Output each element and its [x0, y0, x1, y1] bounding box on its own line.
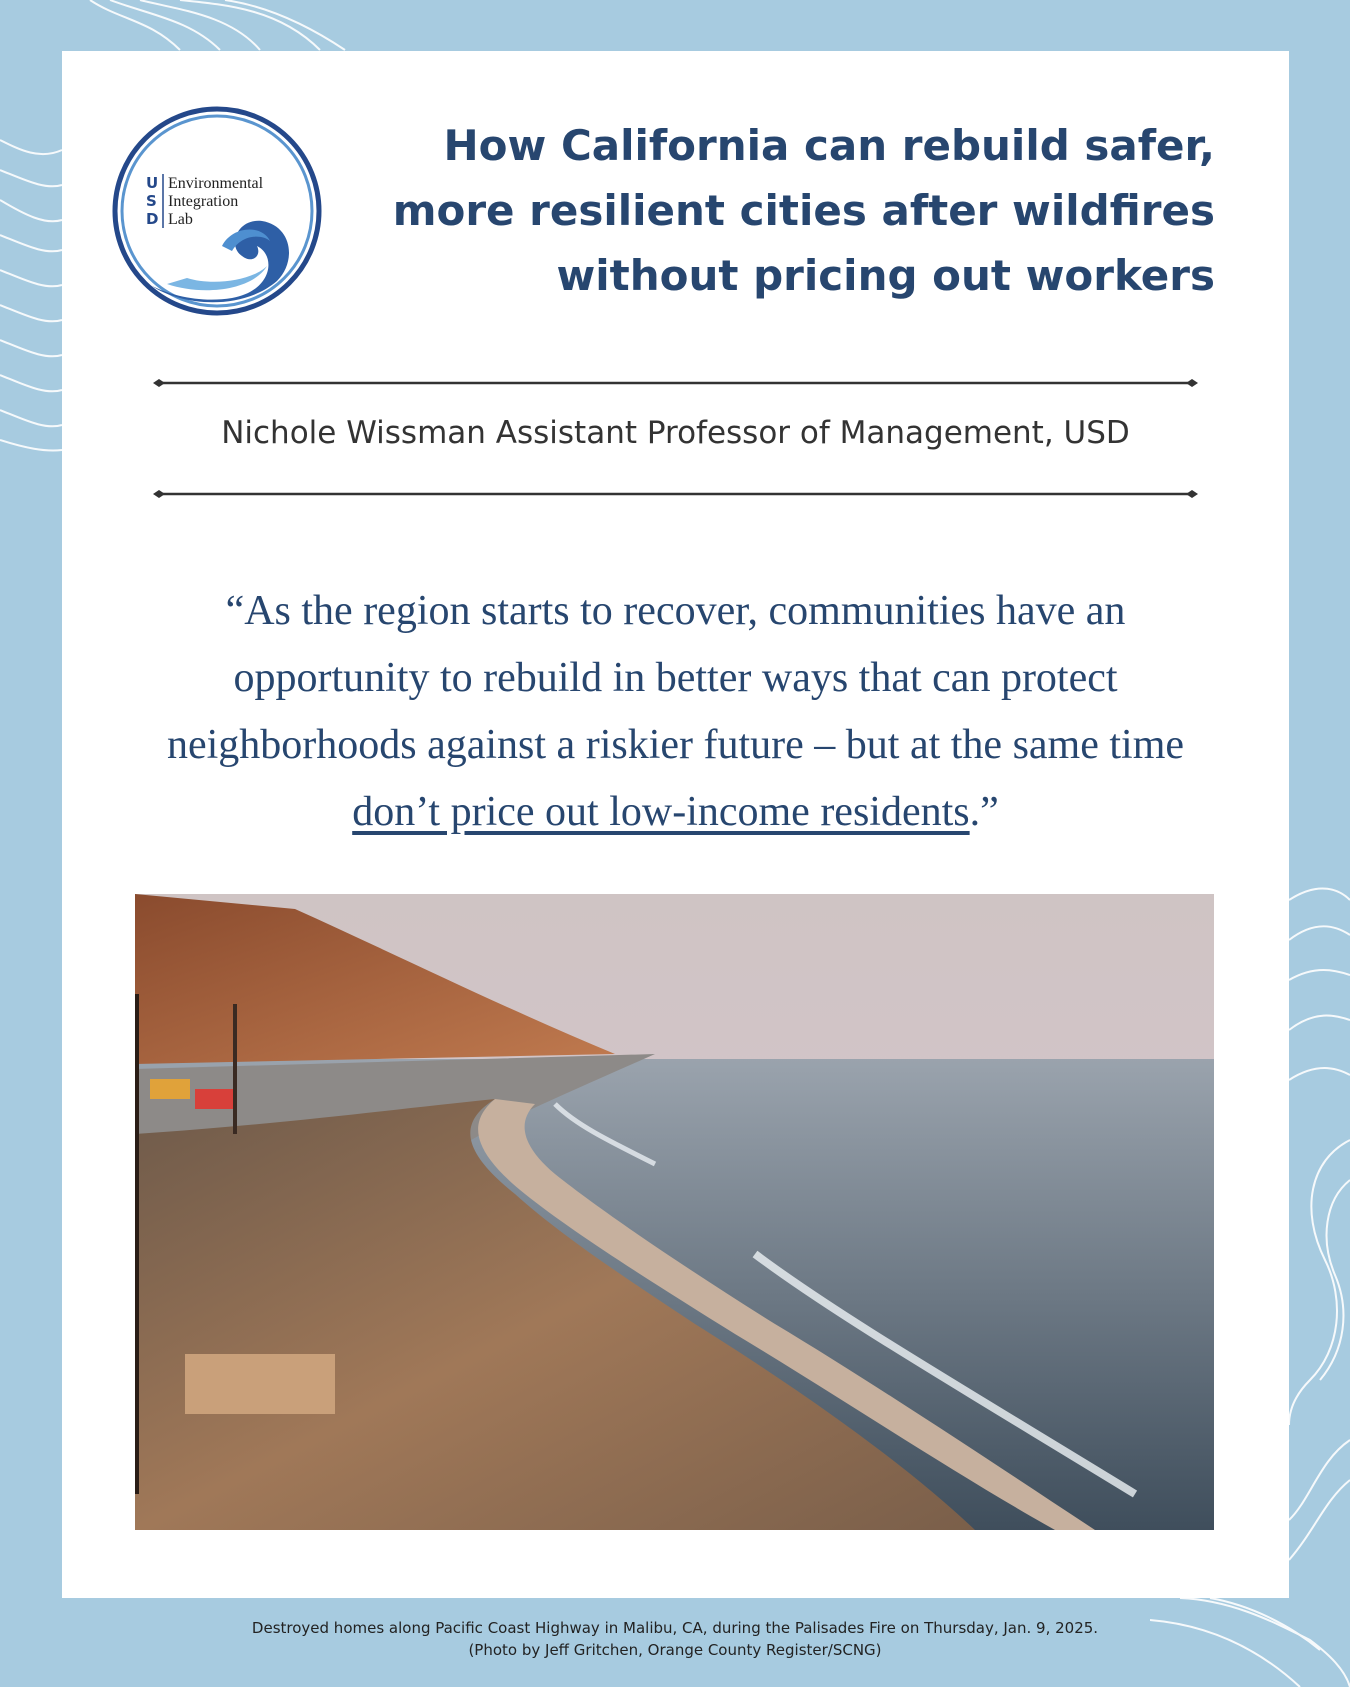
quote-link[interactable]: don’t price out low-income residents — [352, 789, 970, 835]
wildfire-coastline-photo — [135, 894, 1214, 1530]
logo-text-lab: Lab — [168, 211, 193, 228]
title-line-1: How California can rebuild safer, — [443, 121, 1215, 170]
logo-letter-u: U — [146, 174, 159, 192]
title-line-2: more resilient cities after wildfires — [392, 186, 1215, 235]
logo-text-integration: Integration — [168, 193, 239, 210]
caption-line-2: (Photo by Jeff Gritchen, Orange County Register/SCNG) — [468, 1641, 882, 1659]
divider-top — [153, 377, 1198, 389]
quote-text: “As the region starts to recover, communities have an opportunity to rebuild in better ways that can protect neighborhoods against a riskier future – but at the same time — [166, 588, 1185, 768]
pull-quote — [142, 578, 1209, 846]
author-byline: Nichole Wissman Assistant Professor of Management, USD — [221, 415, 1130, 451]
photo-caption — [0, 1617, 1350, 1661]
quote-close: .” — [969, 789, 999, 835]
caption-line-1: Destroyed homes along Pacific Coast Highway in Malibu, CA, during the Palisades Fire on Thursday, Jan. 9, 2025. — [251, 1619, 1099, 1637]
page-title — [355, 113, 1215, 308]
title-line-3: without pricing out workers — [556, 251, 1215, 300]
content-card — [62, 51, 1289, 1598]
usd-eil-logo — [112, 106, 322, 316]
logo-letter-s: S — [146, 192, 157, 210]
logo-text-environmental: Environmental — [168, 175, 264, 192]
logo-letter-d: D — [146, 210, 159, 228]
divider-bottom — [153, 488, 1198, 500]
